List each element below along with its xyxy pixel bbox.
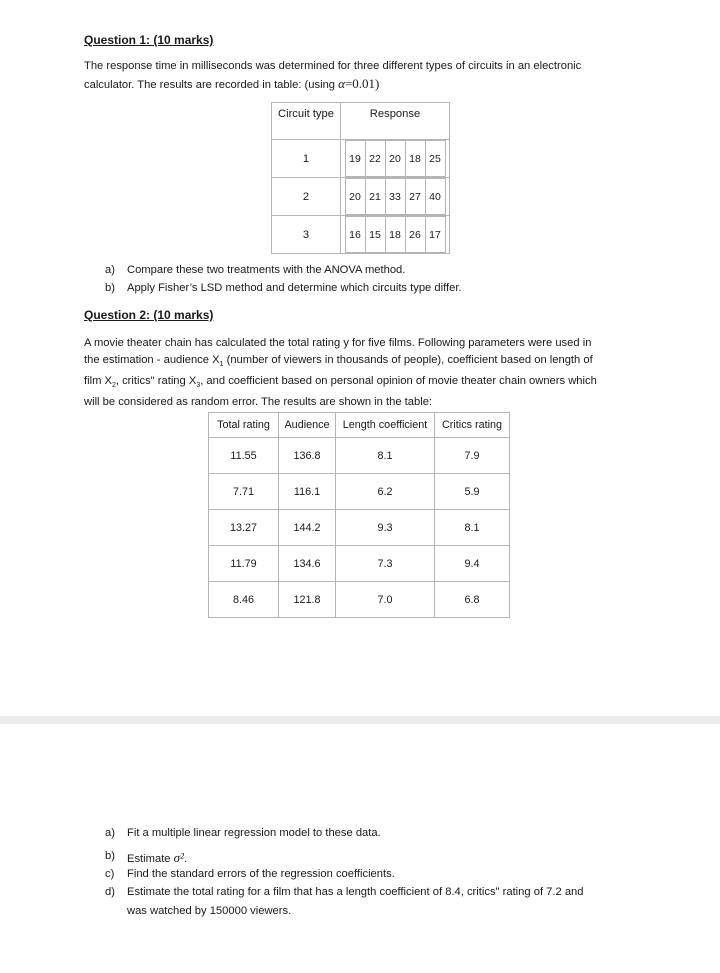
response-cell bbox=[341, 216, 450, 254]
header-circuit-type: Circuit type bbox=[272, 103, 341, 140]
alpha-symbol: α bbox=[338, 76, 345, 91]
audience-cell: 116.1 bbox=[279, 474, 336, 510]
response-values bbox=[345, 216, 446, 253]
question-2-intro bbox=[84, 335, 597, 411]
intro-text: , critics" rating X bbox=[115, 375, 197, 388]
question-1-intro-line-1: The response time in milliseconds was determined for three different types of circuits in an electronic bbox=[84, 60, 582, 72]
circuit-type-cell: 2 bbox=[272, 178, 341, 216]
sigma-squared-symbol: σ² bbox=[173, 850, 184, 865]
intro-text: film X bbox=[84, 375, 112, 388]
question-2-intro-line-3 bbox=[84, 373, 597, 394]
table-row bbox=[272, 178, 450, 216]
task-text: Apply Fisher’s LSD method and determine which circuits type differ. bbox=[127, 282, 462, 294]
response-cell bbox=[341, 178, 450, 216]
task-text: Compare these two treatments with the ANOVA method. bbox=[127, 264, 406, 276]
response-values bbox=[345, 178, 446, 215]
response-value: 27 bbox=[405, 179, 425, 215]
header-total-rating: Total rating bbox=[209, 413, 279, 438]
alpha-value: =0.01) bbox=[344, 76, 380, 91]
critics-rating-cell: 8.1 bbox=[435, 510, 510, 546]
table-row bbox=[209, 510, 510, 546]
intro-prefix: calculator. The results are recorded in table: (using bbox=[84, 79, 339, 91]
header-audience: Audience bbox=[279, 413, 336, 438]
response-value: 15 bbox=[365, 217, 385, 253]
total-rating-cell: 11.55 bbox=[209, 438, 279, 474]
audience-cell: 136.8 bbox=[279, 438, 336, 474]
response-value: 20 bbox=[385, 141, 405, 177]
table-header-row bbox=[209, 413, 510, 438]
task-letter: a) bbox=[105, 264, 115, 276]
table-row bbox=[209, 438, 510, 474]
question-2-intro-line-2 bbox=[84, 352, 597, 373]
response-value: 40 bbox=[425, 179, 445, 215]
response-value: 21 bbox=[365, 179, 385, 215]
task-suffix: . bbox=[183, 853, 188, 865]
response-cell bbox=[341, 140, 450, 178]
response-values bbox=[345, 140, 446, 177]
intro-text: (number of viewers in thousands of people), coefficient based on length of bbox=[226, 354, 593, 366]
subscript: 2 bbox=[111, 382, 116, 390]
question-1-intro bbox=[84, 58, 581, 94]
circuit-response-table bbox=[271, 102, 450, 254]
task-text bbox=[127, 850, 187, 866]
critics-rating-cell: 7.9 bbox=[435, 438, 510, 474]
response-value: 18 bbox=[405, 141, 425, 177]
table-row bbox=[209, 474, 510, 510]
audience-cell: 121.8 bbox=[279, 582, 336, 618]
length-coefficient-cell: 7.3 bbox=[336, 546, 435, 582]
response-value: 19 bbox=[345, 141, 365, 177]
total-rating-cell: 8.46 bbox=[209, 582, 279, 618]
table-row bbox=[209, 582, 510, 618]
task-text: Estimate the total rating for a film that has a length coefficient of 8.4, critics" rating of 7.2 and bbox=[127, 886, 584, 898]
response-value: 22 bbox=[365, 141, 385, 177]
intro-text: , and coefficient based on personal opinion of movie theater chain owners which bbox=[200, 375, 597, 388]
film-rating-table bbox=[208, 412, 510, 618]
question-1-intro-line-2 bbox=[84, 75, 581, 94]
page-break bbox=[0, 716, 720, 724]
task-text: Find the standard errors of the regression coefficients. bbox=[127, 868, 395, 880]
header-length-coefficient: Length coefficient bbox=[336, 413, 435, 438]
table-row bbox=[272, 140, 450, 178]
response-value: 33 bbox=[385, 179, 405, 215]
audience-cell: 134.6 bbox=[279, 546, 336, 582]
total-rating-cell: 13.27 bbox=[209, 510, 279, 546]
table-header-row bbox=[272, 103, 450, 140]
task-letter: d) bbox=[105, 886, 115, 898]
table-row bbox=[272, 216, 450, 254]
intro-text: the estimation - audience X bbox=[84, 354, 220, 366]
length-coefficient-cell: 6.2 bbox=[336, 474, 435, 510]
task-letter: a) bbox=[105, 827, 115, 839]
response-value: 18 bbox=[385, 217, 405, 253]
response-value: 17 bbox=[425, 217, 445, 253]
question-1-title: Question 1: (10 marks) bbox=[84, 33, 214, 47]
critics-rating-cell: 9.4 bbox=[435, 546, 510, 582]
circuit-type-cell: 1 bbox=[272, 140, 341, 178]
subscript: 3 bbox=[196, 382, 201, 390]
length-coefficient-cell: 7.0 bbox=[336, 582, 435, 618]
question-2-intro-line-4: will be considered as random error. The results are shown in the table: bbox=[84, 396, 433, 409]
total-rating-cell: 11.79 bbox=[209, 546, 279, 582]
table-row bbox=[209, 546, 510, 582]
length-coefficient-cell: 8.1 bbox=[336, 438, 435, 474]
response-value: 26 bbox=[405, 217, 425, 253]
critics-rating-cell: 6.8 bbox=[435, 582, 510, 618]
response-value: 25 bbox=[425, 141, 445, 177]
task-text-part: Estimate bbox=[127, 853, 174, 865]
header-response: Response bbox=[341, 103, 450, 140]
subscript: 1 bbox=[219, 361, 224, 369]
length-coefficient-cell: 9.3 bbox=[336, 510, 435, 546]
response-value: 16 bbox=[345, 217, 365, 253]
response-value: 20 bbox=[345, 179, 365, 215]
task-letter: b) bbox=[105, 282, 115, 294]
circuit-type-cell: 3 bbox=[272, 216, 341, 254]
task-text: Fit a multiple linear regression model to these data. bbox=[127, 827, 381, 839]
question-2-task-d-continuation: was watched by 150000 viewers. bbox=[127, 905, 292, 917]
total-rating-cell: 7.71 bbox=[209, 474, 279, 510]
task-letter: b) bbox=[105, 850, 115, 862]
question-2-intro-line-1: A movie theater chain has calculated the total rating y for five films. Following parameters were used in bbox=[84, 337, 592, 349]
header-critics-rating: Critics rating bbox=[435, 413, 510, 438]
question-2-title: Question 2: (10 marks) bbox=[84, 308, 214, 322]
task-letter: c) bbox=[105, 868, 115, 880]
critics-rating-cell: 5.9 bbox=[435, 474, 510, 510]
audience-cell: 144.2 bbox=[279, 510, 336, 546]
